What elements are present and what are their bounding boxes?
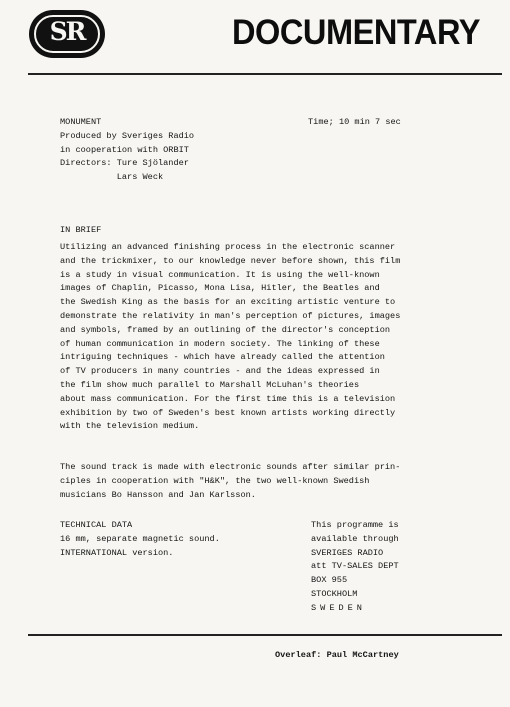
brief-line: with the television medium. [60,421,200,432]
brief-line: of human communication in modern society. The linking of these [60,338,380,349]
brief-line: the film show much parallel to Marshall McLuhan's theories [60,379,360,390]
directors-line: Directors: Ture Sjölander [60,158,189,169]
availability-address [311,519,399,616]
brief-line: and the trickmixer, to our knowledge never before shown, this film [60,255,401,266]
sound-line: musicians Bo Hansson and Jan Karlsson. [60,489,256,500]
brief-line: images of Chaplin, Picasso, Mona Lisa, Hitler, the Beatles and [60,283,380,294]
document-title: DOCUMENTARY [232,13,481,52]
brief-line: exhibition by two of Sweden's best known artists working directly [60,407,396,418]
sr-logo-text: SR [49,17,85,46]
production-line: Produced by Sveriges Radio [60,130,195,141]
production-info [60,116,194,185]
directors-line: Lars Weck [60,172,164,183]
brief-line: about mass communication. For the first time this is a television [60,393,396,404]
brief-line: demonstrate the relativity in man's perception of pictures, images [60,310,401,321]
availability-line: available through [311,533,399,544]
programme-title: MONUMENT [60,117,102,127]
technical-data [60,519,220,560]
technical-heading: TECHNICAL DATA [60,520,133,530]
brief-line: intriguing techniques - which have already called the attention [60,352,385,363]
address-line: SVERIGES RADIO [311,547,384,558]
address-line: STOCKHOLM [311,588,358,599]
brief-heading: IN BRIEF [60,225,102,235]
sr-logo [29,10,105,58]
address-line: att TV-SALES DEPT [311,561,399,572]
bottom-divider [28,634,502,636]
production-line: in cooperation with ORBIT [60,144,189,155]
sound-line: ciples in cooperation with "H&K", the two well-known Swedish [60,475,370,486]
sound-paragraph [60,461,410,502]
technical-line: INTERNATIONAL version. [60,547,174,558]
sound-line: The sound track is made with electronic sounds after similar prin- [60,462,401,472]
brief-line: of TV producers in many countries - and the ideas expressed in [60,366,380,377]
overleaf-note: Overleaf: Paul McCartney [275,650,399,660]
top-divider [28,73,502,75]
technical-line: 16 mm, separate magnetic sound. [60,533,220,544]
availability-line: This programme is [311,520,399,530]
brief-paragraph [60,241,410,434]
brief-line: Utilizing an advanced finishing process in the electronic scanner [60,242,396,252]
brief-line: and symbols, framed by an outlining of the director's conception [60,324,391,335]
address-line: BOX 955 [311,575,348,586]
address-country: SWEDEN [311,602,366,613]
running-time: Time; 10 min 7 sec [308,117,401,127]
brief-line: is a study in visual communication. It is using the well-known [60,269,380,280]
brief-line: the Swedish King as the basis for an exciting artistic venture to [60,297,396,308]
